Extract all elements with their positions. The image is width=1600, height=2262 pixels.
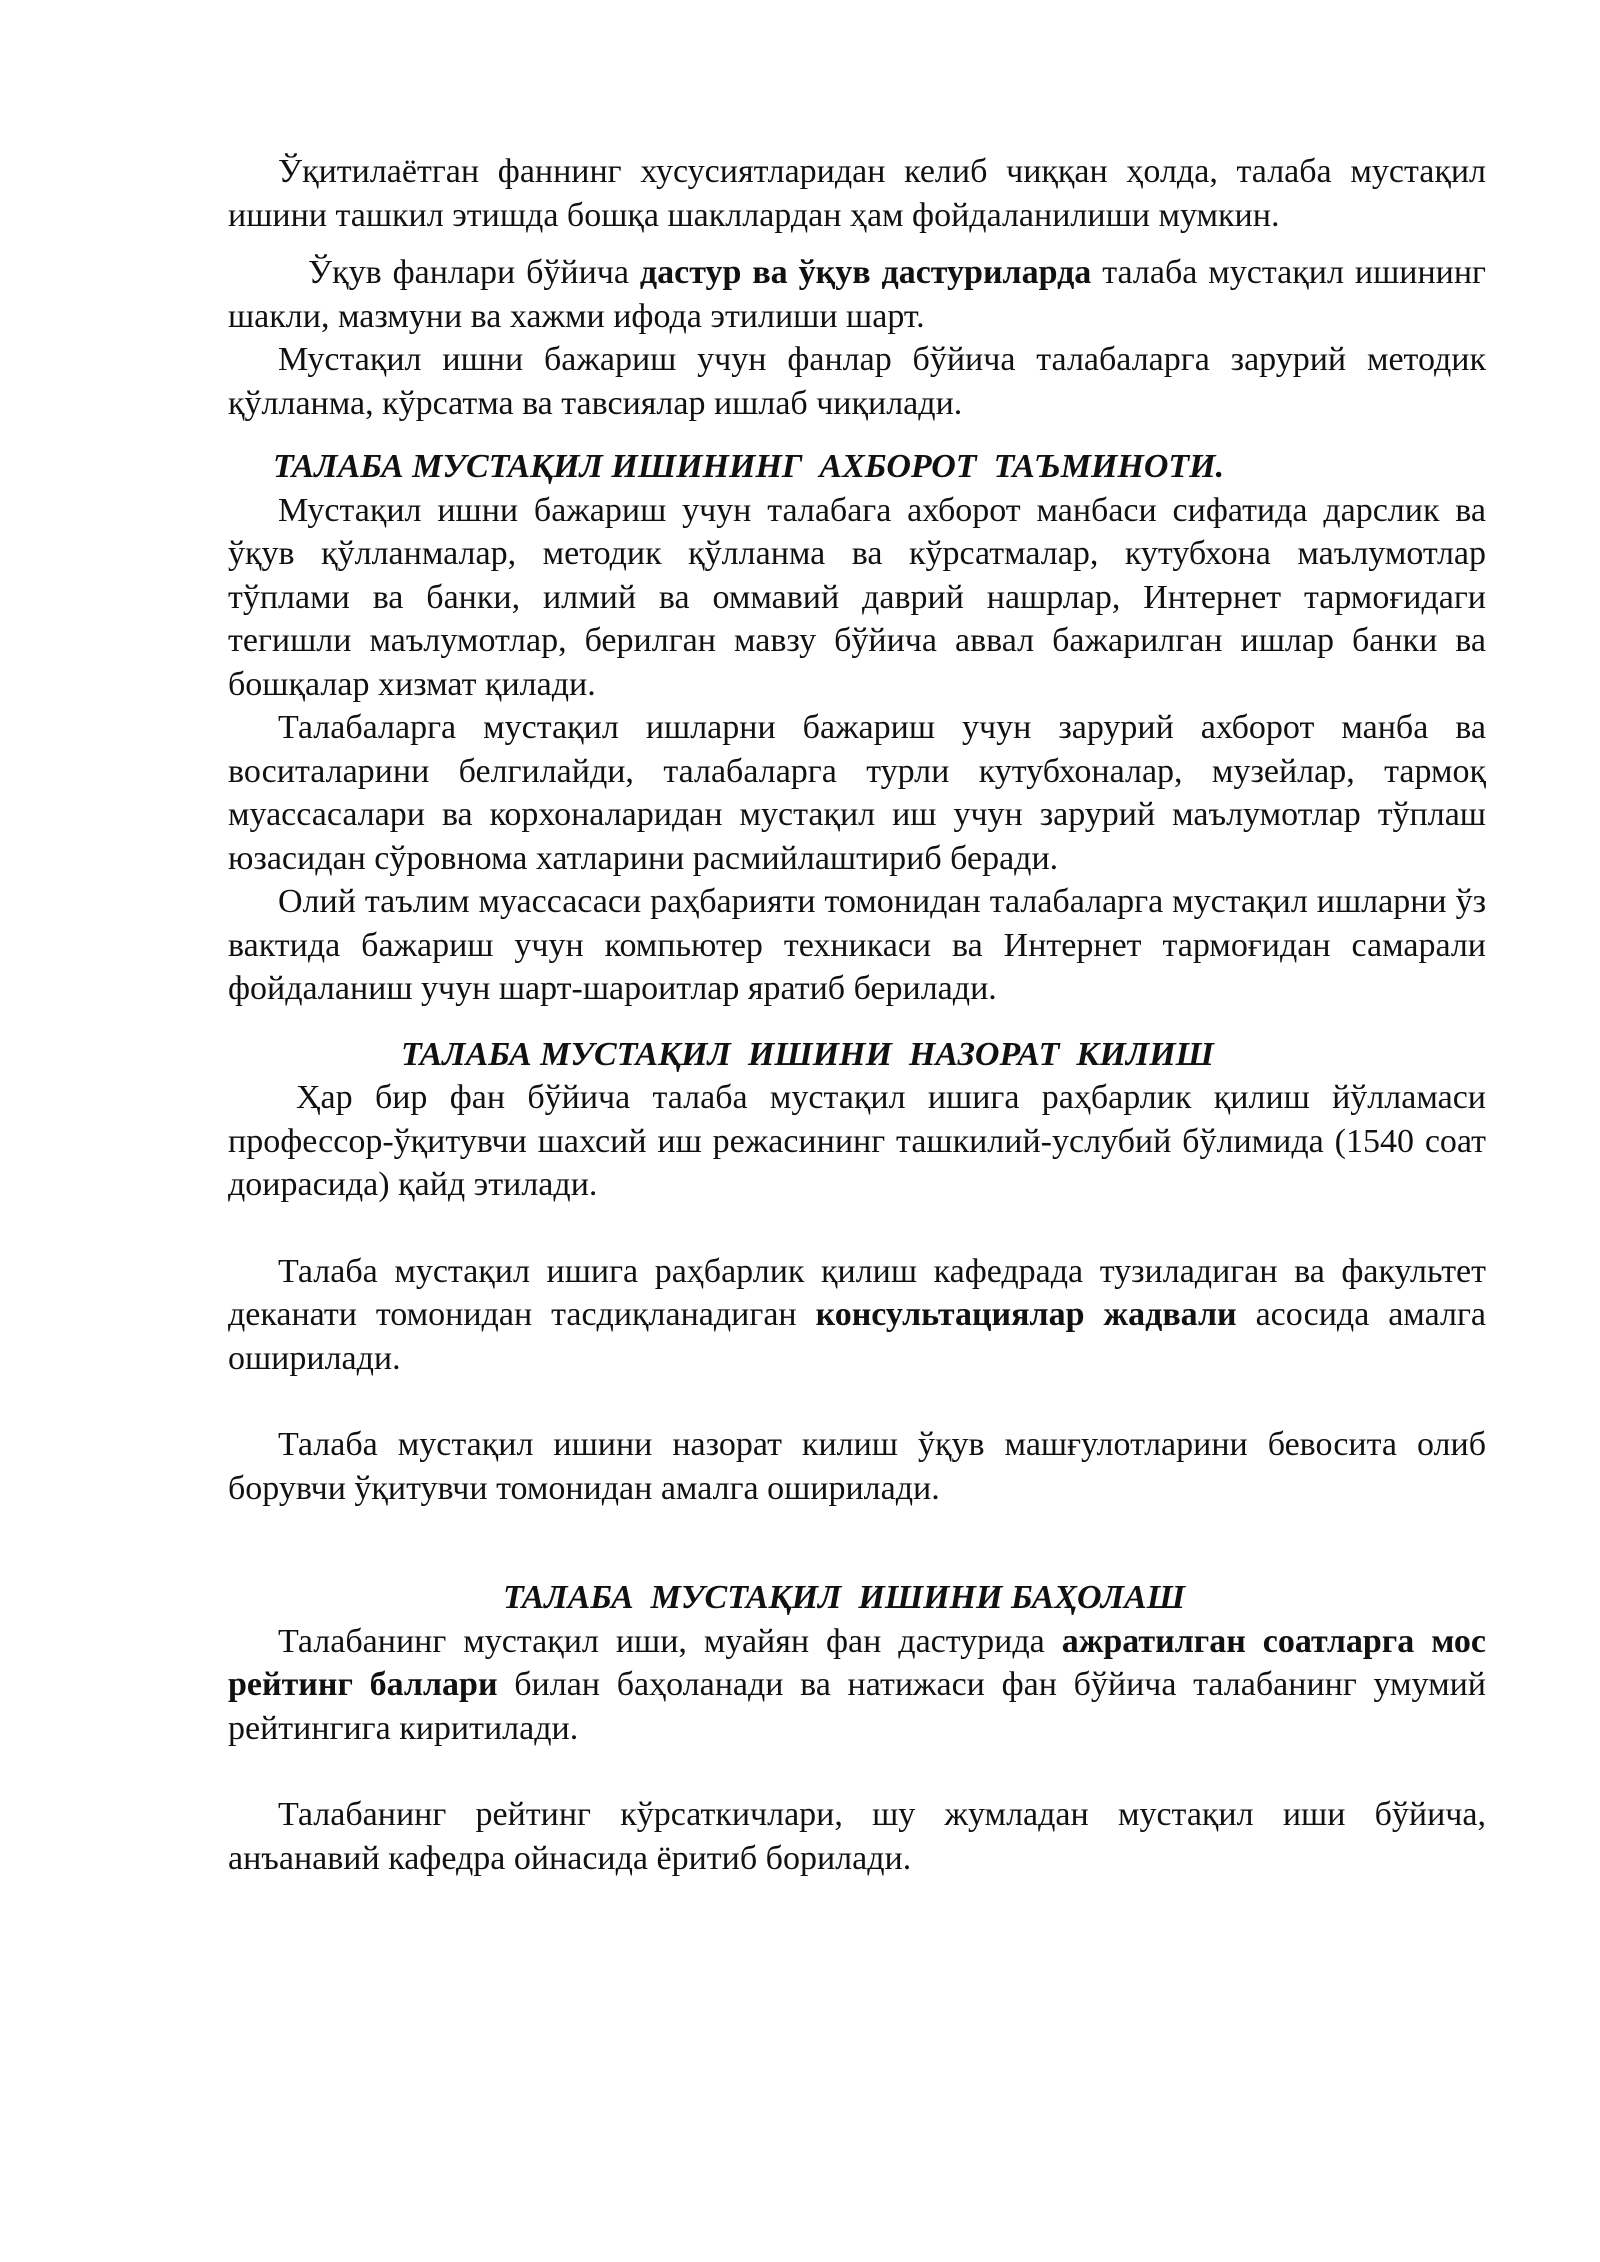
paragraph-library-requests xyxy=(228,706,1486,880)
section-heading-information-support: ТАЛАБА МУСТАҚИЛ ИШИНИНГ АХБОРОТ ТАЪМИНОТИ. xyxy=(273,448,1225,485)
paragraph-information-sources xyxy=(228,489,1486,707)
bold-phrase: консультациялар жадвали xyxy=(815,1296,1237,1333)
paragraph-text: асосида амалга оширилади. xyxy=(228,1296,1486,1377)
paragraph-other-forms xyxy=(228,150,1486,237)
paragraph-text: билан баҳоланади ва натижаси фан бўйича талабанинг умумий рейтингига киритилади. xyxy=(228,1666,1487,1747)
paragraph-text: Ўқув фанлари бўйича xyxy=(308,254,640,291)
paragraph-curriculum xyxy=(228,251,1486,338)
paragraph-text: Талаба мустақил ишига раҳбарлик қилиш кафедрада тузиладиган ва факультет деканати томонидан тасдиқланадиган xyxy=(228,1252,1486,1333)
document-page xyxy=(228,150,1486,1880)
paragraph-text: Ҳар бир фан бўйича талаба мустақил ишига раҳбарлик қилиш йўлламаси профессор-ўқитувчи шахсий иш режасининг ташкилий-услубий бўлимида (1540 соат доирасида) қайд этилади. xyxy=(228,1079,1486,1203)
bold-phrase: дастур ва ўқув дастуриларда xyxy=(639,254,1092,291)
paragraph-text: Талабанинг мустақил иши, муайян фан дастурида xyxy=(278,1622,1062,1660)
paragraph-text: Олий таълим муассасаси раҳбарияти томонидан талабаларга мустақил ишларни ўз вактида бажариш учун компьютер техникаси ва Интернет тармоғидан самарали фойдаланиш учун шарт-шароитлар яратиб берилади. xyxy=(228,883,1486,1007)
paragraph-text: Мустақил ишни бажариш учун талабага ахборот манбаси сифатида дарслик ва ўқув қўлланмалар, методик қўлланма ва кўрсатмалар, кутубхона маълумотлар тўплами ва банки, илмий ва оммавий даврий нашрлар, Интернет тармоғидаги тегишли маълумотлар, берилган мавзу бўйича аввал бажарилган ишлар банки ва бошқалар хизмат қилади. xyxy=(228,491,1486,703)
paragraph-methodical-guides xyxy=(228,338,1486,425)
paragraph-computer-access xyxy=(228,880,1486,1011)
bold-phrase: ажратилган соатларга мос рейтинг баллари xyxy=(228,1622,1486,1703)
paragraph-supervision-record xyxy=(228,1076,1486,1207)
section-heading-assessment: ТАЛАБА МУСТАҚИЛ ИШИНИ БАҲОЛАШ xyxy=(503,1579,1185,1616)
paragraph-text: Талабаларга мустақил ишларни бажариш учун зарурий ахборот манба ва воситаларини белгилайди, талабаларга турли кутубхоналар, музейлар, тармоқ муассасалари ва корхоналаридан мустақил иш учун зарурий маълумотлар тўплаш юзасидан сўровнома хатларини расмийлаштириб беради. xyxy=(228,709,1486,877)
paragraph-text: Талабанинг рейтинг кўрсаткичлари, шу жумладан мустақил иши бўйича, анъанавий кафедра ойнасида ёритиб борилади. xyxy=(228,1796,1486,1877)
paragraph-text: Ўқитилаётган фаннинг хусусиятларидан келиб чиққан ҳолда, талаба мустақил ишини ташкил этишда бошқа шакллардан ҳам фойдаланилиши мумкин. xyxy=(228,153,1486,234)
paragraph-text: Мустақил ишни бажариш учун фанлар бўйича талабаларга зарурий методик қўлланма, кўрсатма ва тавсиялар ишлаб чиқилади. xyxy=(228,341,1486,422)
paragraph-text: талаба мустақил ишининг шакли, мазмуни ва хажми ифода этилиши шарт. xyxy=(228,254,1486,335)
paragraph-rating-points xyxy=(228,1620,1486,1751)
paragraph-control-teacher xyxy=(228,1423,1486,1510)
section-heading-control: ТАЛАБА МУСТАҚИЛ ИШИНИ НАЗОРАТ КИЛИШ xyxy=(401,1035,1214,1073)
paragraph-text: Талаба мустақил ишини назорат килиш ўқув машғулотларини бевосита олиб борувчи ўқитувчи томонидан амалга оширилади. xyxy=(228,1426,1486,1507)
paragraph-consultation-schedule xyxy=(228,1250,1486,1381)
paragraph-rating-display xyxy=(228,1793,1486,1880)
